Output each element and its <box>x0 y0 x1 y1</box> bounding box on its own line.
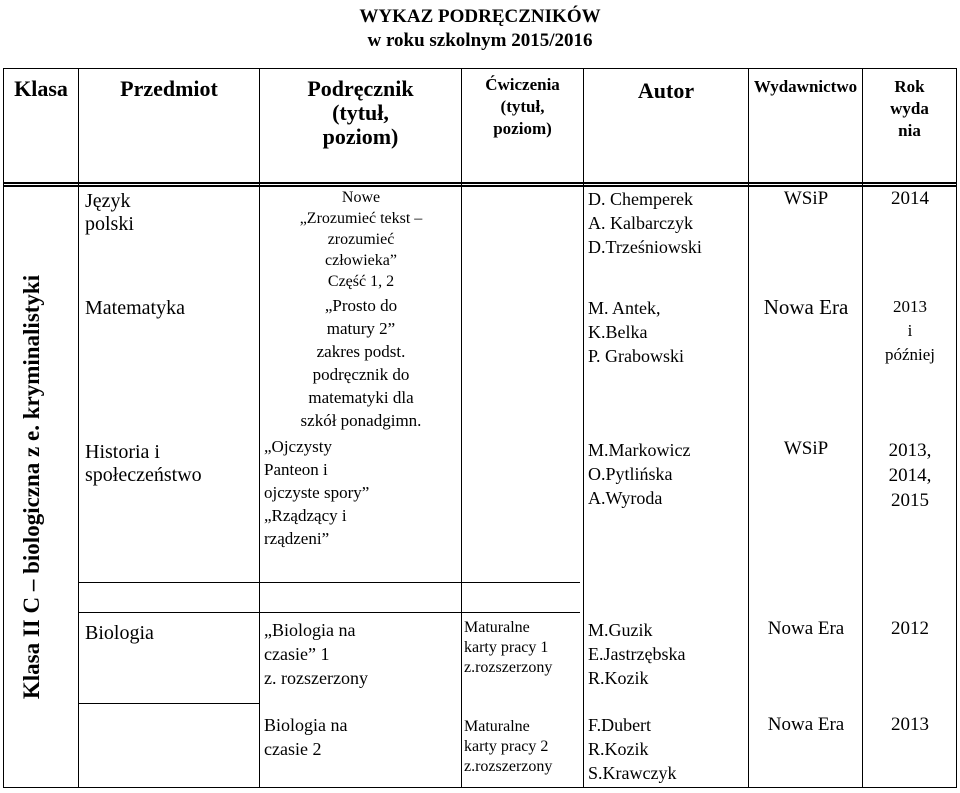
textbook-table <box>3 68 957 788</box>
textbook-column <box>260 186 462 788</box>
textbook-historia: „Ojczysty Panteon i ojczyste spory” „Rządzący i rządzeni” <box>264 437 370 548</box>
year-column <box>863 186 957 788</box>
header-wydawnictwo: Wydawnictwo <box>749 69 863 184</box>
publisher-historia: WSiP <box>783 438 829 459</box>
subject-historia: Historia i społeczeństwo <box>85 441 202 486</box>
row-divider <box>79 703 260 704</box>
exercises-biologia-1: Maturalne karty pracy 1 z.rozszerzony <box>464 619 553 676</box>
publisher-polski: WSiP <box>783 188 829 209</box>
textbook-biologia-2: Biologia na czasie 2 <box>264 715 348 759</box>
publisher-biologia-1: Nowa Era <box>767 618 845 639</box>
class-label: Klasa II C – biologiczna z e. kryminalistyki <box>19 274 44 700</box>
row-divider <box>79 612 580 613</box>
row-divider <box>79 582 580 583</box>
year-matematyka: 2013 i później <box>884 297 936 364</box>
document-subtitle: w roku szkolnym 2015/2016 <box>367 30 593 51</box>
textbook-matematyka: „Prosto do matury 2” zakres podst. podręcznik do matematyki dla szkół ponadgimn. <box>300 296 422 430</box>
year-polski: 2014 <box>891 188 929 209</box>
subject-column <box>79 186 260 788</box>
authors-biologia-1: M.Guzik E.Jastrzębska R.Kozik <box>588 620 686 688</box>
year-biologia-1: 2012 <box>891 618 929 639</box>
authors-matematyka: M. Antek, K.Belka P. Grabowski <box>588 298 685 366</box>
exercises-column <box>462 186 584 788</box>
class-cell <box>4 186 79 788</box>
header-klasa: Klasa <box>4 69 79 184</box>
header-przedmiot: Przedmiot <box>79 69 260 184</box>
subject-polski: Język polski <box>85 190 134 235</box>
exercises-biologia-2: Maturalne karty pracy 2 z.rozszerzony <box>464 718 553 775</box>
subject-biologia: Biologia <box>85 622 154 644</box>
header-row <box>4 69 957 184</box>
publisher-matematyka: Nowa Era <box>763 295 849 319</box>
authors-biologia-2: F.Dubert R.Kozik S.Krawczyk <box>588 715 677 783</box>
year-biologia-2: 2013 <box>891 714 929 735</box>
textbook-biologia-1: „Biologia na czasie” 1 z. rozszerzony <box>264 620 368 688</box>
header-cwiczenia: Ćwiczenia (tytuł, poziom) <box>462 69 584 184</box>
header-rok: Rok wyda nia <box>863 69 957 184</box>
publisher-column <box>749 186 863 788</box>
document-title: WYKAZ PODRĘCZNIKÓW <box>359 6 601 27</box>
class-row <box>4 186 957 788</box>
header-podrecznik: Podręcznik (tytuł, poziom) <box>260 69 462 184</box>
header-autor: Autor <box>584 69 749 184</box>
author-column <box>584 186 749 788</box>
publisher-biologia-2: Nowa Era <box>767 714 845 735</box>
subject-matematyka: Matematyka <box>85 297 185 319</box>
year-historia: 2013, 2014, 2015 <box>888 440 932 511</box>
authors-historia: M.Markowicz O.Pytlińska A.Wyroda <box>588 440 691 508</box>
authors-polski: D. Chemperek A. Kalbarczyk D.Trześniowski <box>588 189 702 257</box>
textbook-polski: Nowe „Zrozumieć tekst – zrozumieć człowieka” Część 1, 2 <box>299 189 423 290</box>
